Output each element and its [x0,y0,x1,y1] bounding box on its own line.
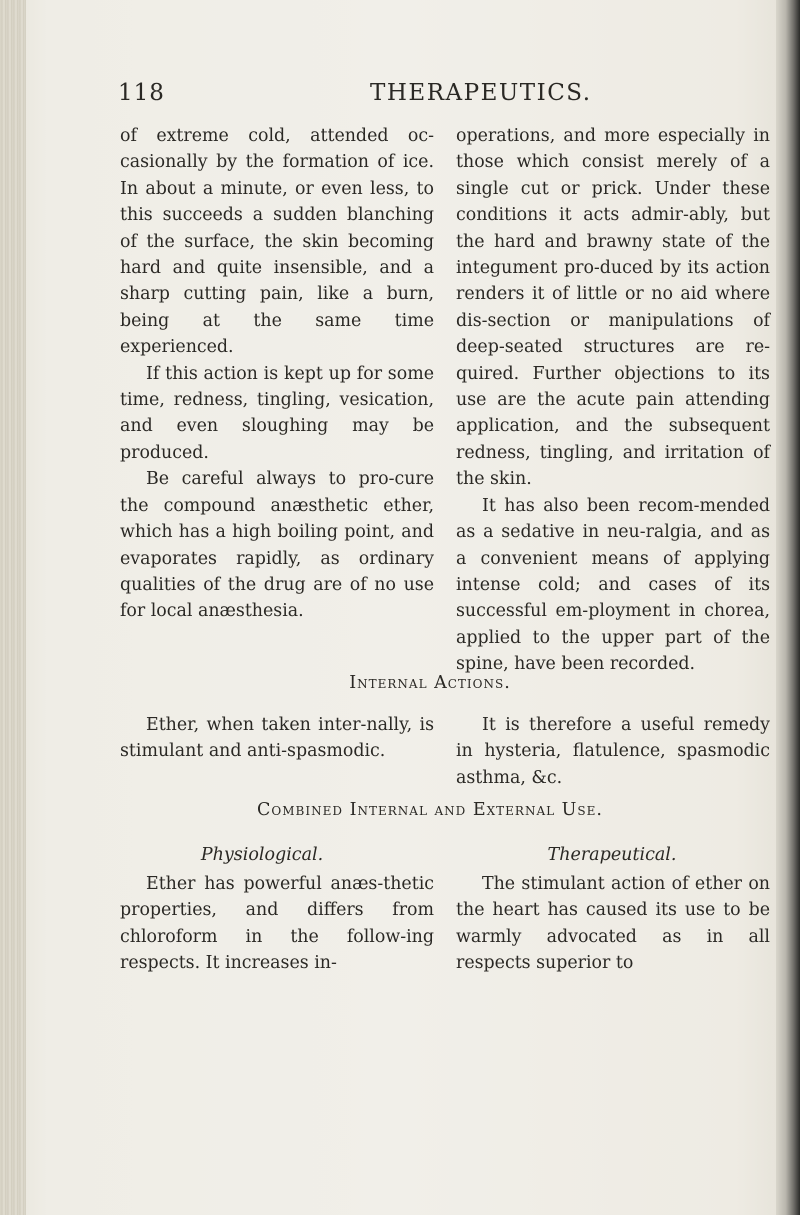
binding-edge-right [776,0,800,1215]
paragraph: Be careful always to pro-cure the compound anæsthetic ether, which has a high boiling point, and evaporates rapidly, as ordinary qualities of the drug are of no use for local anæsthesia. [120,469,434,622]
paragraph: of extreme cold, attended oc-casionally by the formation of ice. In about a minute, or even less, to this succeeds a sudden blanching of the surface, the skin becoming hard and quite insensible, and a sharp cutting pain, like a burn, being at the same time experienced. [120,126,434,358]
paragraph: It has also been recom-mended as a sedative in neu-ralgia, and as a convenient means of applying intense cold; and cases of its successful em-ployment in chorea, applied to the upper part of the spine, have been recorded. [456,495,770,675]
subheading-therapeutical: Therapeutical. [547,845,677,865]
section-heading-combined-use: Combined Internal and External Use. [257,800,603,820]
running-head: THERAPEUTICS. [370,80,592,106]
paragraph: The stimulant action of ether on the heart has caused its use to be warmly advocated as in all respects superior to [456,874,770,974]
paragraph: If this action is kept up for some time, redness, tingling, vesication, and even sloughing may be produced. [120,363,434,463]
paragraph: It is therefore a useful remedy in hysteria, flatulence, spasmodic asthma, &c. [456,715,770,788]
paragraph: Ether has powerful anæs-thetic properties, and differs from chloroform in the follow-ing respects. It increases in- [120,874,434,974]
subheading-physiological: Physiological. [200,845,324,865]
binding-edge-left [0,0,26,1215]
right-column-internal [456,712,770,791]
paragraph: Ether, when taken inter-nally, is stimulant and anti-spasmodic. [120,715,434,762]
left-column-internal [120,712,434,765]
paragraph: operations, and more especially in those which consist merely of a single cut or prick. Under these conditions it acts admir-ably, but the hard and brawny state of the integument pro-duced by its action renders it of little or no aid where dis-section or manipulations of deep-seated structures are re-quired. Further objections to its use are the acute pain attending application, and the subsequent redness, tingling, and irritation of the skin. [456,126,770,490]
left-column-upper [120,123,434,625]
page-header [0,80,800,110]
right-column-combined [456,871,770,977]
right-column-upper [456,123,770,678]
page-number: 118 [118,80,165,106]
left-column-combined [120,871,434,977]
section-heading-internal-actions: Internal Actions. [349,673,511,693]
